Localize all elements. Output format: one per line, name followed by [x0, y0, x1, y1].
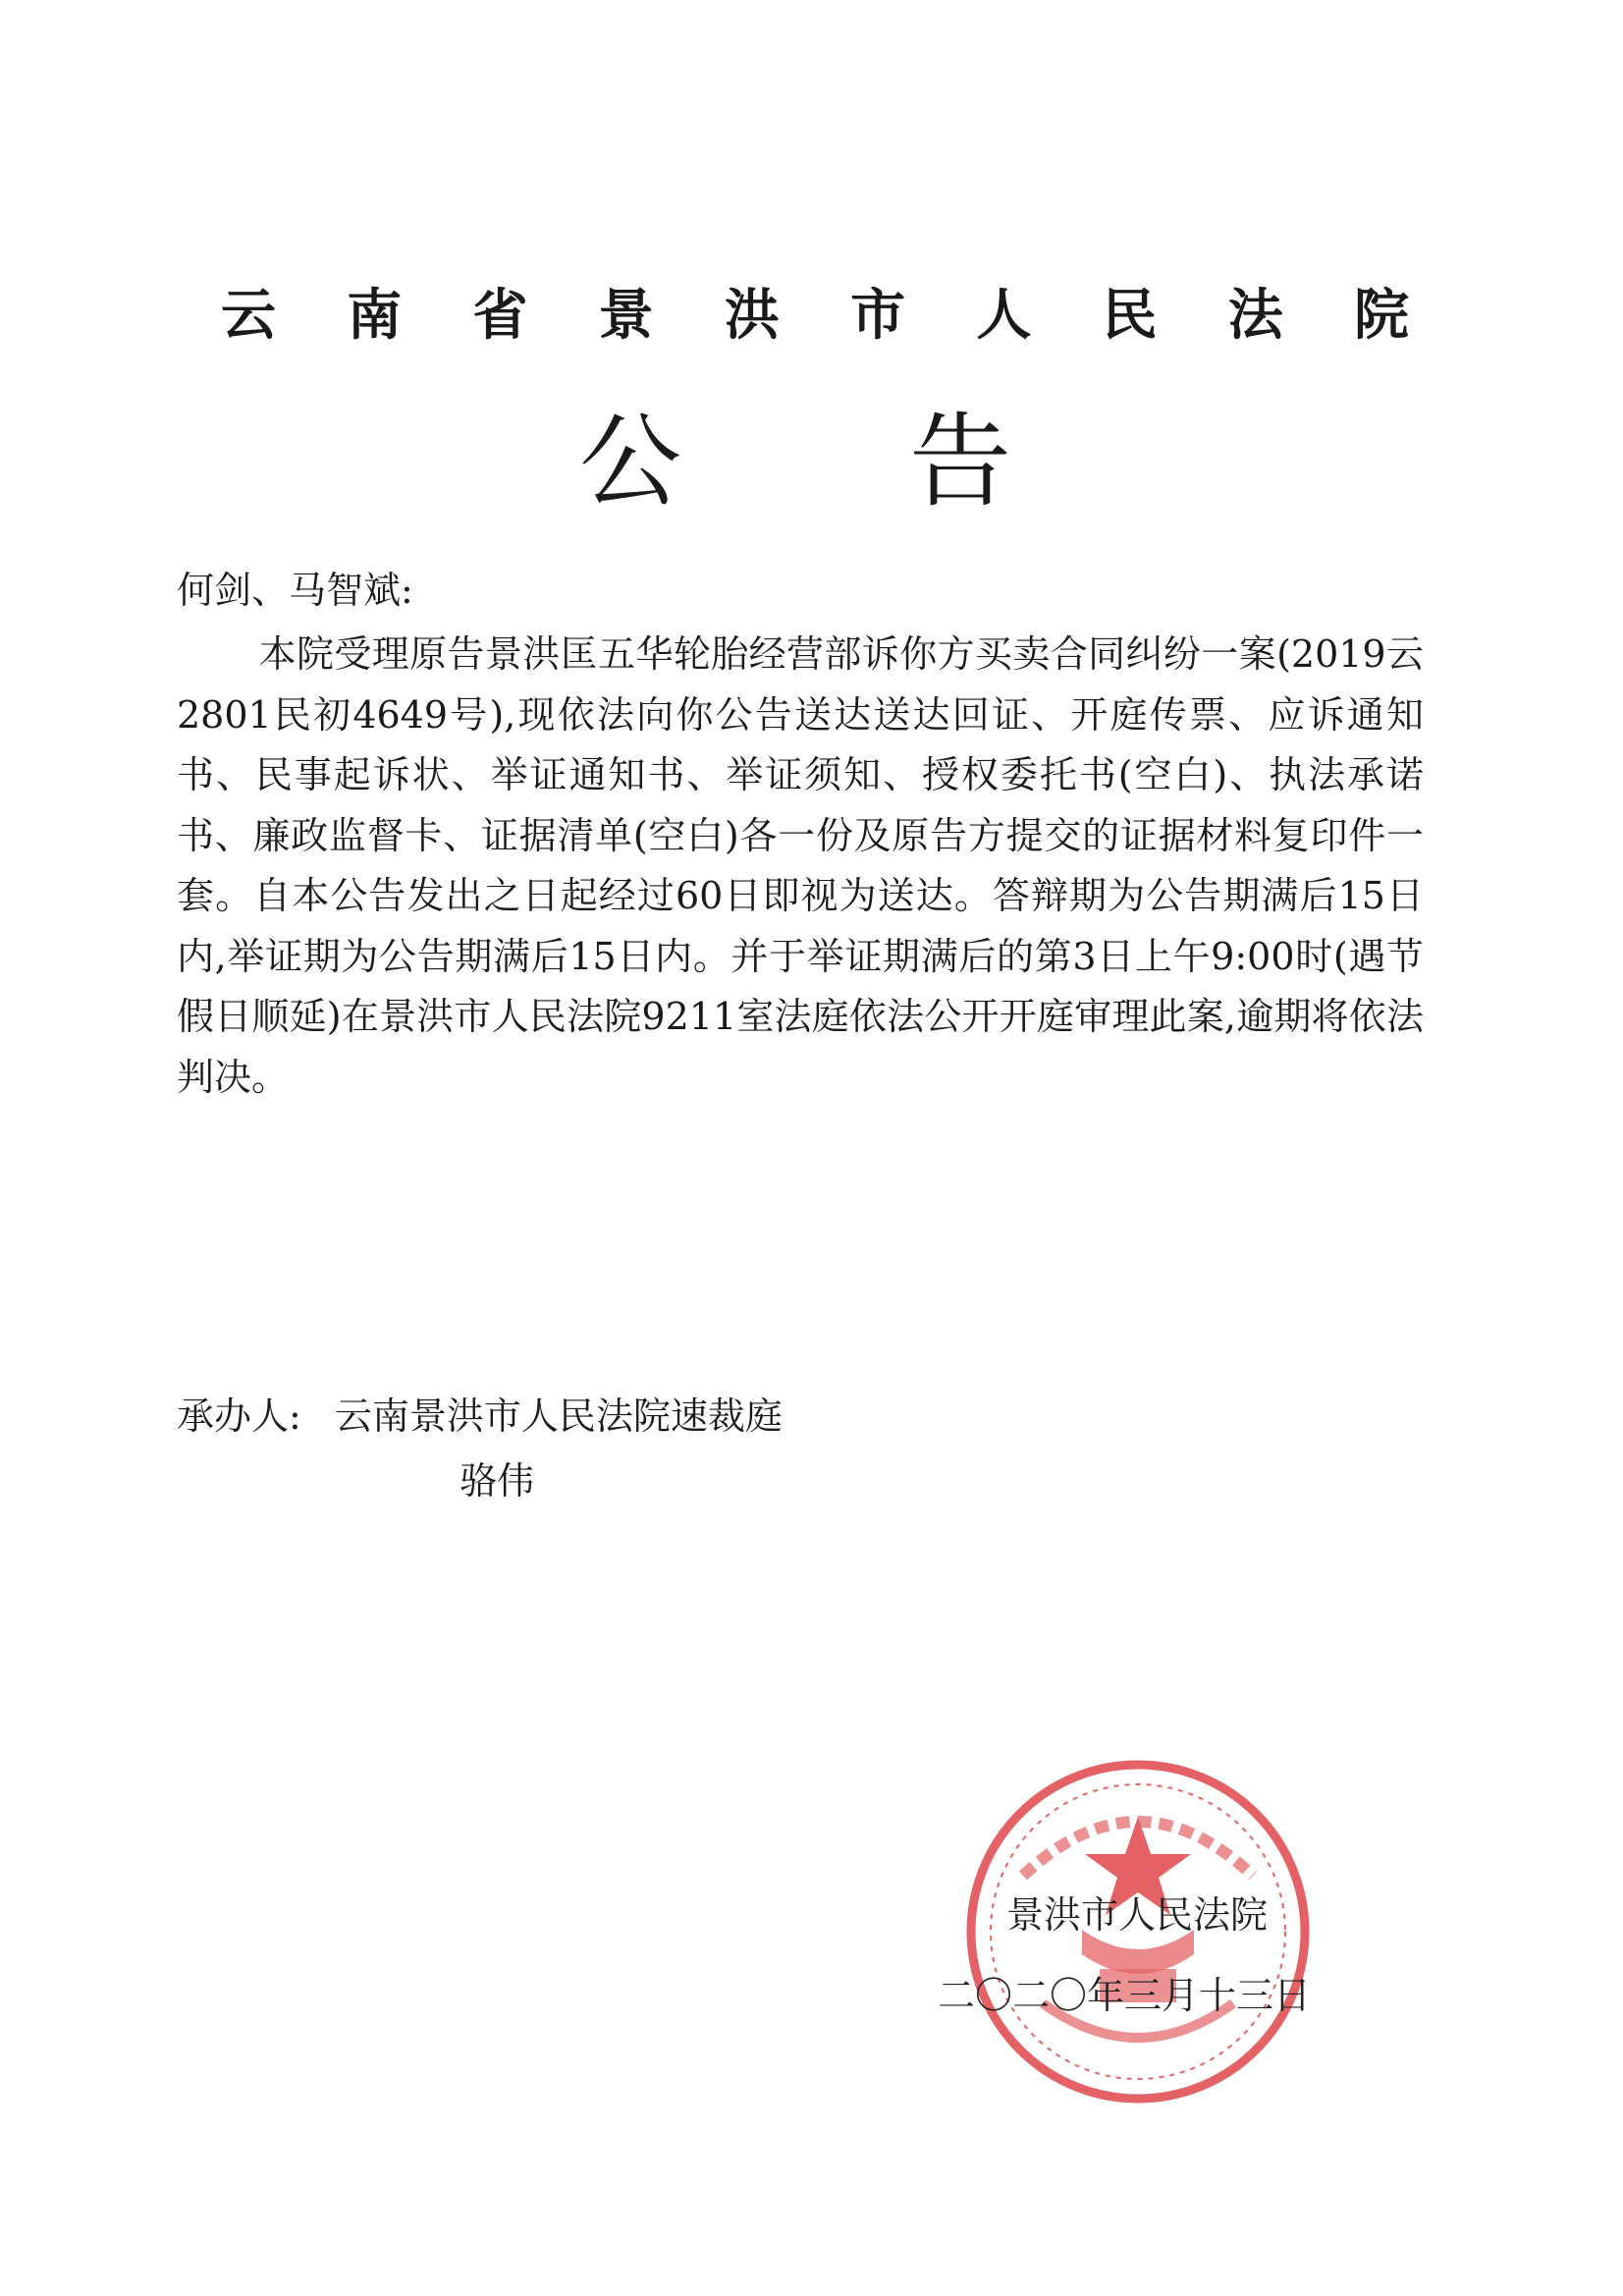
- signature-court: 景洪市人民法院: [1006, 1893, 1269, 1937]
- court-name-char: 人: [976, 284, 1032, 348]
- court-name-char: 南: [347, 284, 403, 348]
- court-name-char: 市: [850, 284, 906, 348]
- court-name-char: 民: [1102, 284, 1158, 348]
- title-char: 公: [579, 402, 682, 521]
- handler-line: [177, 1387, 783, 1446]
- court-name-char: 洪: [724, 284, 780, 348]
- signature-date: 二〇二〇年三月十三日: [938, 1974, 1312, 2017]
- title-char: 告: [908, 402, 1011, 521]
- court-name-char: 省: [472, 284, 528, 348]
- notice-title: [579, 403, 1011, 520]
- handler-label: 承办人:: [177, 1394, 301, 1438]
- addressee: 何剑、马智斌:: [177, 569, 413, 612]
- court-name-char: 法: [1227, 284, 1283, 348]
- court-name-char: 院: [1353, 284, 1409, 348]
- handler-unit: 云南景洪市人民法院速裁庭: [334, 1394, 783, 1438]
- court-name-char: 云: [221, 284, 276, 348]
- court-name-heading: [221, 267, 1409, 355]
- court-name-char: 景: [598, 284, 654, 348]
- notice-body: 本院受理原告景洪匡五华轮胎经营部诉你方买卖合同纠纷一案(2019云2801民初4649号),现依法向你公告送达送达回证、开庭传票、应诉通知书、民事起诉状、举证通知书、举证须知、授权委托书(空白)、执法承诺书、廉政监督卡、证据清单(空白)各一份及原告方提交的证据材料复印件一套。自本公告发出之日起经过60日即视为送达。答辩期为公告期满后15日内,举证期为公告期满后15日内。并于举证期满后的第3日上午9:00时(遇节假日顺延)在景洪市人民法院9211室法庭依法公开开庭审理此案,逾期将依法判决。: [177, 632, 1424, 1099]
- handler-person: 骆伟: [460, 1459, 535, 1503]
